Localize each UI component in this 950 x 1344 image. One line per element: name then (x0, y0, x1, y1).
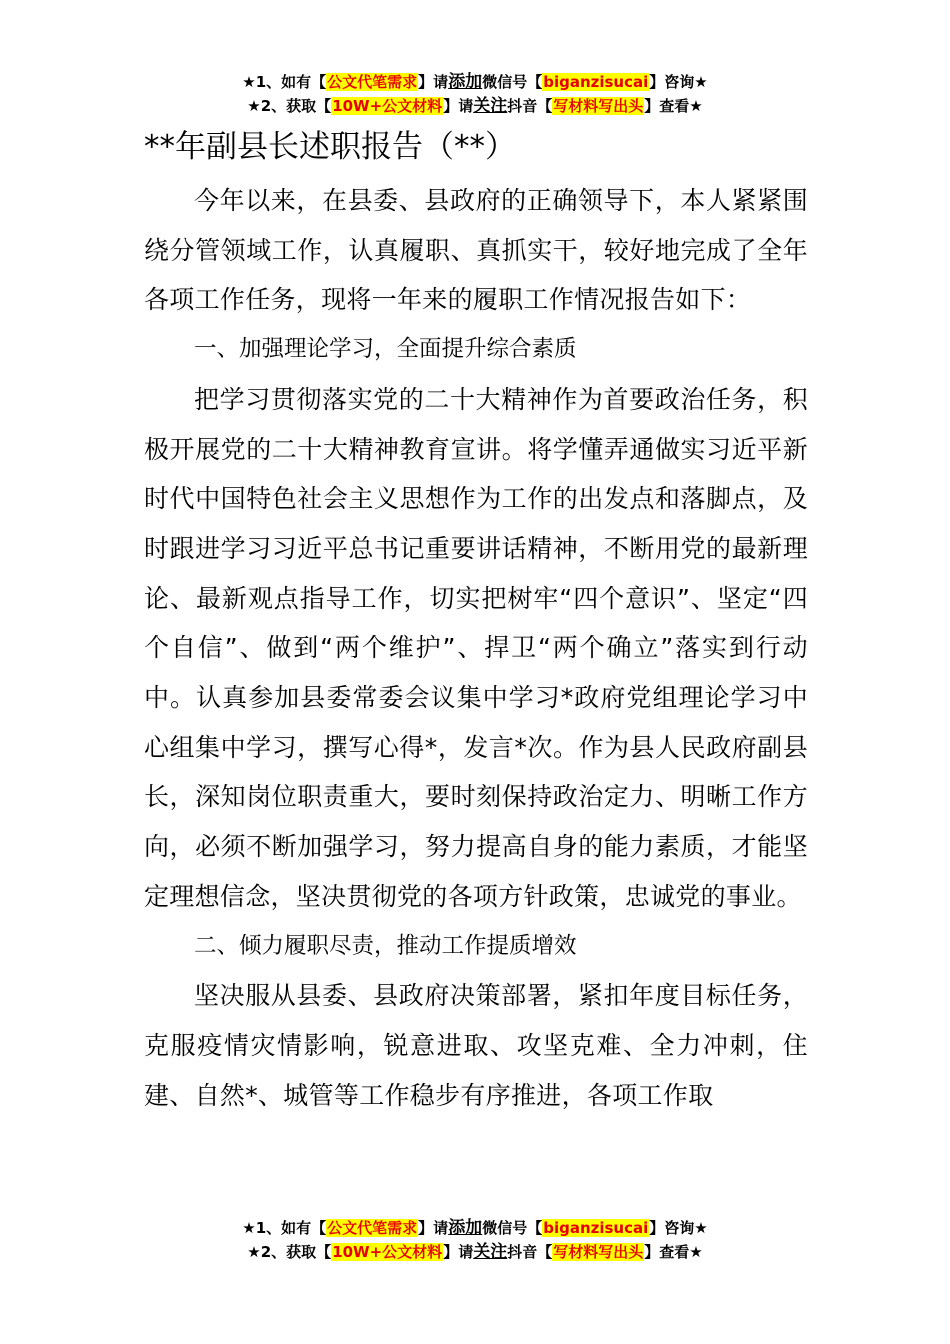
promo-highlight: 10W+公文材料 (332, 1243, 443, 1261)
promo-line-2 (0, 94, 950, 118)
promo-highlight: 公文代笔需求 (327, 73, 418, 91)
promo-line-2 (0, 1240, 950, 1264)
promo-text: ★1、如有【 (242, 1219, 327, 1237)
promo-text: 】请 (443, 1243, 474, 1261)
promo-line-1 (0, 70, 950, 94)
section-2-paragraph: 坚决服从县委、县政府决策部署，紧扣年度目标任务，克服疫情灾情影响，锐意进取、攻坚克难、全力冲刺，住建、自然*、城管等工作稳步有序推进，各项工作取 (144, 981, 808, 1110)
promo-text: 】请 (418, 73, 449, 91)
promo-line-1 (0, 1216, 950, 1240)
promo-text: 抖音【 (507, 97, 553, 115)
document-body (144, 118, 808, 1120)
promo-text: 】咨询★ (649, 73, 708, 91)
top-promo-banner (0, 70, 950, 118)
promo-highlight: 公文代笔需求 (327, 1219, 418, 1237)
promo-text: ★2、获取【 (247, 97, 332, 115)
promo-douyin-name: 写材料写出头 (553, 1243, 644, 1261)
document-title: **年副县长述职报告（**） (144, 129, 516, 165)
promo-text: ★2、获取【 (247, 1243, 332, 1261)
promo-emphasis: 关注 (473, 96, 508, 116)
section-1-heading: 一、加强理论学习，全面提升综合素质 (194, 336, 577, 363)
section-1-paragraph: 把学习贯彻落实党的二十大精神作为首要政治任务，积极开展党的二十大精神教育宣讲。将学懂弄通做实习近平新时代中国特色社会主义思想作为工作的出发点和落脚点，及时跟进学习习近平总书记重要讲话精神，不断用党的最新理论、最新观点指导工作，切实把树牢“四个意识”、坚定“四个自信”、做到“两个维护”、捍卫“两个确立”落实到行动中。认真参加县委常委会议集中学习*政府党组理论学习中心组集中学习，撰写心得*，发言*次。作为县人民政府副县长，深知岗位职责重大，要时刻保持政治定力、明晰工作方向，必须不断加强学习，努力提高自身的能力素质，才能坚定理想信念，坚决贯彻党的各项方针政策，忠诚党的事业。 (144, 384, 808, 911)
promo-text: 】请 (418, 1219, 449, 1237)
intro-paragraph: 今年以来，在县委、县政府的正确领导下，本人紧紧围绕分管领域工作，认真履职、真抓实干，较好地完成了全年各项工作任务，现将一年来的履职工作情况报告如下： (144, 186, 808, 315)
promo-text: ★1、如有【 (242, 73, 327, 91)
promo-highlight: 10W+公文材料 (332, 97, 443, 115)
promo-wechat-id: biganzisucai (543, 73, 649, 91)
bottom-promo-banner (0, 1216, 950, 1264)
promo-emphasis: 添加 (448, 72, 483, 92)
promo-douyin-name: 写材料写出头 (553, 97, 644, 115)
promo-emphasis: 关注 (473, 1242, 508, 1262)
promo-text: 】查看★ (644, 97, 703, 115)
promo-text: 】查看★ (644, 1243, 703, 1261)
promo-text: 微信号【 (482, 73, 543, 91)
promo-text: 】请 (443, 97, 474, 115)
promo-wechat-id: biganzisucai (543, 1219, 649, 1237)
promo-text: 抖音【 (507, 1243, 553, 1261)
promo-emphasis: 添加 (448, 1218, 483, 1238)
section-2-heading: 二、倾力履职尽责，推动工作提质增效 (194, 932, 577, 959)
promo-text: 微信号【 (482, 1219, 543, 1237)
promo-text: 】咨询★ (649, 1219, 708, 1237)
